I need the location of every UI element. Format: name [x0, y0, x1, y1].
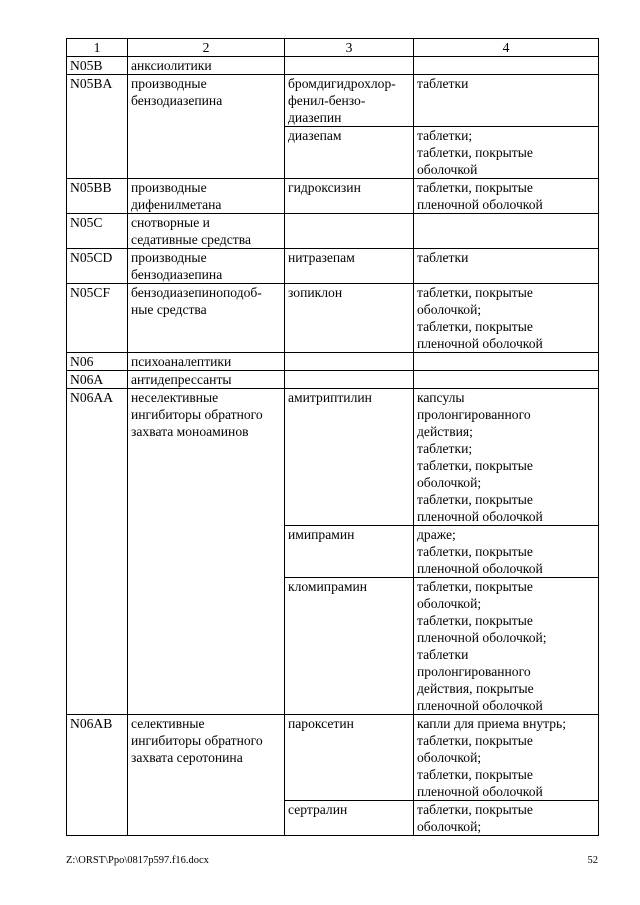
substance-cell [285, 371, 414, 389]
atc-code-cell: N05BB [67, 179, 128, 214]
group-cell: антидепрессанты [128, 371, 285, 389]
dosage-form-cell [414, 214, 599, 249]
table-row [67, 389, 599, 526]
dosage-form-cell: капли для приема внутрь; таблетки, покрытые оболочкой; таблетки, покрытые пленочной оболочкой [414, 715, 599, 801]
table-row [67, 353, 599, 371]
substance-cell: амитриптилин [285, 389, 414, 526]
group-cell: анксиолитики [128, 57, 285, 75]
dosage-form-cell: таблетки, покрытые оболочкой; [414, 801, 599, 836]
group-cell: производные бензодиазепина [128, 249, 285, 284]
dosage-form-cell: драже; таблетки, покрытые пленочной оболочкой [414, 526, 599, 578]
atc-code-cell: N05B [67, 57, 128, 75]
substance-cell [285, 353, 414, 371]
substance-cell: зопиклон [285, 284, 414, 353]
header-cell-4: 4 [414, 39, 599, 57]
dosage-form-cell: таблетки, покрытые оболочкой; таблетки, покрытые пленочной оболочкой [414, 284, 599, 353]
table-row [67, 57, 599, 75]
substance-cell [285, 214, 414, 249]
substance-cell: диазепам [285, 127, 414, 179]
dosage-form-cell: таблетки; таблетки, покрытые оболочкой [414, 127, 599, 179]
table-header-row [67, 39, 599, 57]
substance-cell: имипрамин [285, 526, 414, 578]
atc-code-cell: N05BA [67, 75, 128, 179]
substance-cell: нитразепам [285, 249, 414, 284]
table-row [67, 371, 599, 389]
header-cell-2: 2 [128, 39, 285, 57]
drug-table [66, 38, 599, 836]
substance-cell: кломипрамин [285, 578, 414, 715]
substance-cell [285, 57, 414, 75]
footer-file-path: Z:\ORST\Ppo\0817p597.f16.docx [66, 855, 209, 866]
atc-code-cell: N06AB [67, 715, 128, 836]
substance-cell: гидроксизин [285, 179, 414, 214]
atc-code-cell: N06AA [67, 389, 128, 715]
atc-code-cell: N05CF [67, 284, 128, 353]
atc-code-cell: N05CD [67, 249, 128, 284]
table-row [67, 715, 599, 801]
table-row [67, 249, 599, 284]
table-row [67, 179, 599, 214]
substance-cell: бромдигидрохлор- фенил-бензо- диазепин [285, 75, 414, 127]
dosage-form-cell [414, 57, 599, 75]
dosage-form-cell [414, 371, 599, 389]
group-cell: неселективные ингибиторы обратного захвата моноаминов [128, 389, 285, 715]
dosage-form-cell: таблетки [414, 249, 599, 284]
dosage-form-cell [414, 353, 599, 371]
footer-page-number: 52 [587, 855, 598, 866]
group-cell: снотворные и седативные средства [128, 214, 285, 249]
table-row [67, 284, 599, 353]
group-cell: производные бензодиазепина [128, 75, 285, 179]
group-cell: бензодиазепиноподоб- ные средства [128, 284, 285, 353]
header-cell-1: 1 [67, 39, 128, 57]
table-row [67, 214, 599, 249]
substance-cell: сертралин [285, 801, 414, 836]
substance-cell: пароксетин [285, 715, 414, 801]
group-cell: производные дифенилметана [128, 179, 285, 214]
dosage-form-cell: таблетки, покрытые оболочкой; таблетки, покрытые пленочной оболочкой; таблетки пролонгированного действия, покрытые пленочной оболочкой [414, 578, 599, 715]
header-cell-3: 3 [285, 39, 414, 57]
atc-code-cell: N05C [67, 214, 128, 249]
atc-code-cell: N06 [67, 353, 128, 371]
group-cell: психоаналептики [128, 353, 285, 371]
dosage-form-cell: капсулы пролонгированного действия; таблетки; таблетки, покрытые оболочкой; таблетки, покрытые пленочной оболочкой [414, 389, 599, 526]
dosage-form-cell: таблетки [414, 75, 599, 127]
atc-code-cell: N06A [67, 371, 128, 389]
table-row [67, 75, 599, 127]
group-cell: селективные ингибиторы обратного захвата серотонина [128, 715, 285, 836]
dosage-form-cell: таблетки, покрытые пленочной оболочкой [414, 179, 599, 214]
